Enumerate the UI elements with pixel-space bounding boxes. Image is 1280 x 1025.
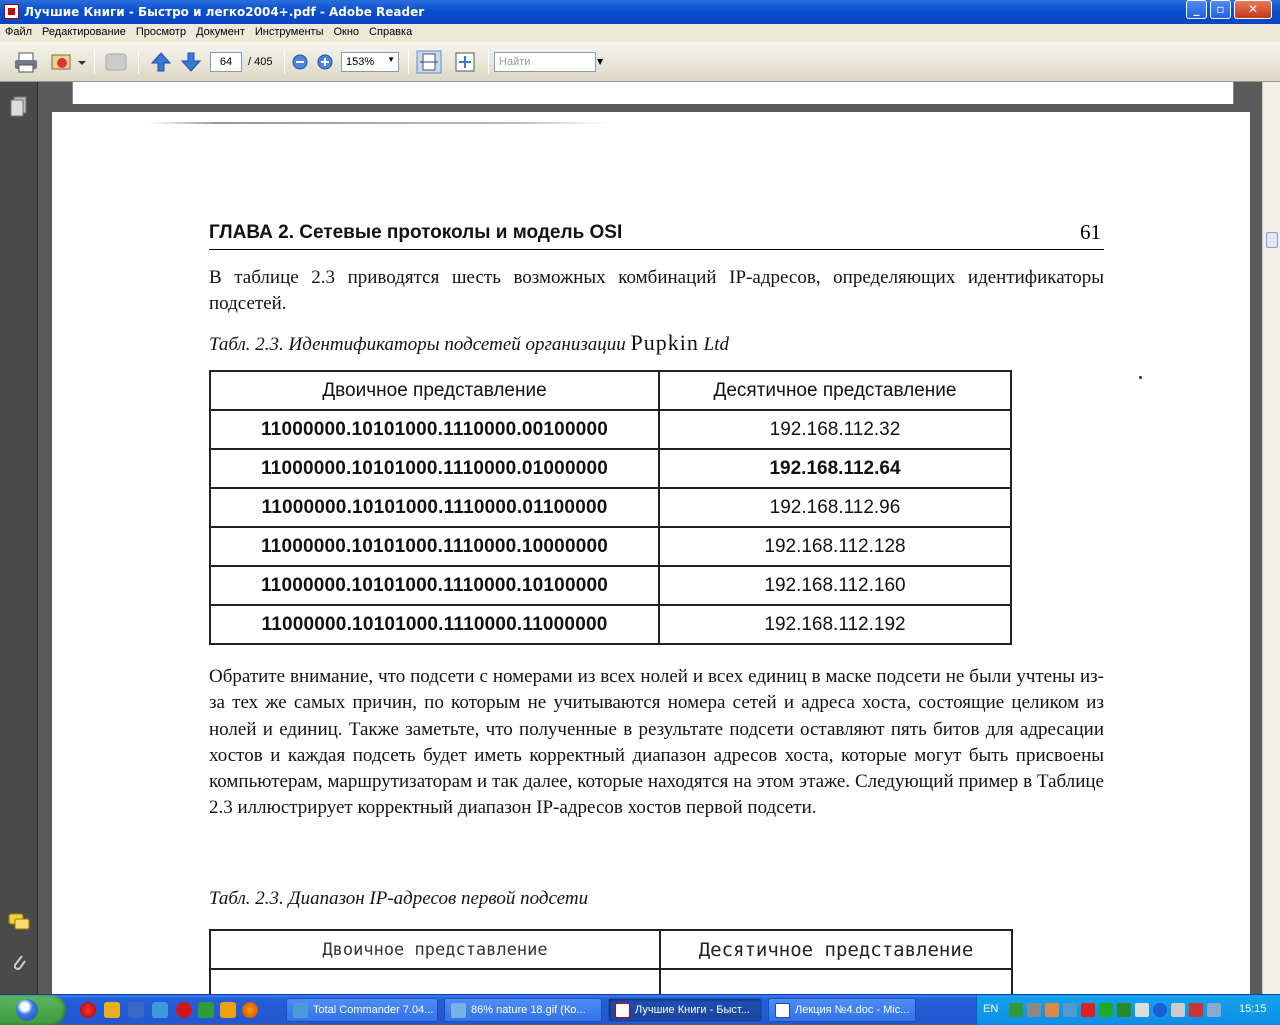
scrollbar-thumb[interactable] bbox=[1266, 232, 1278, 248]
fit-width-icon[interactable] bbox=[416, 50, 442, 74]
close-button[interactable]: ✕ bbox=[1234, 0, 1272, 19]
table-header: Двоичное представление bbox=[210, 371, 659, 410]
email-share-icon[interactable] bbox=[48, 50, 88, 74]
volume-icon[interactable] bbox=[1135, 1003, 1149, 1017]
toolbar bbox=[0, 42, 1280, 82]
chapter-header: ГЛАВА 2. Сетевые протоколы и модель OSI bbox=[209, 222, 623, 243]
navigation-panel bbox=[0, 82, 38, 994]
paragraph-explanation: Обратите внимание, что подсети с номерами из всех нолей и всех единиц в маске подсети не были учтены из-за тех же самых причин, по которым не учитываются номера сетей и адреса хоста, состоящие целиком из нолей и единиц. Также заметьте, что полученные в результате подсети оставляют пять битов для адресации хостов и каждая подсеть будет иметь корректный диапазон адресов хоста, которые могут быть присвоены компьютерам, маршрутизаторам и так далее, которые находятся на этом этаже. Следующий пример в Таблице 2.3 иллюстрирует корректный диапазон IP-адресов хостов первой подсети. bbox=[209, 666, 1104, 819]
binary-cell: 11000000.10101000.1110000.10100000 bbox=[210, 566, 659, 605]
system-tray bbox=[976, 995, 1280, 1025]
table-header: Двоичное представление bbox=[210, 930, 660, 969]
start-button[interactable] bbox=[0, 995, 66, 1025]
binary-cell: 11000000.10101000.1110000.01100000 bbox=[210, 488, 659, 527]
table-row bbox=[210, 527, 1011, 566]
binary-cell: 11000000.10101000.1110000.10000000 bbox=[210, 527, 659, 566]
task-image-viewer[interactable] bbox=[444, 998, 602, 1022]
menu-tools[interactable]: Инструменты bbox=[254, 26, 324, 38]
table-row bbox=[210, 566, 1011, 605]
zoom-value: 153% bbox=[346, 56, 375, 68]
tray-icon[interactable] bbox=[1189, 1003, 1203, 1017]
decimal-cell: 192.168.112.160 bbox=[659, 566, 1011, 605]
table-header-row bbox=[210, 371, 1011, 410]
task-label: Лучшие Книги - Быст... bbox=[635, 1004, 750, 1016]
comments-icon[interactable] bbox=[8, 912, 30, 932]
scan-speck bbox=[1139, 376, 1142, 379]
decimal-cell: 192.168.112.32 bbox=[659, 410, 1011, 449]
decimal-cell: 192.168.112.96 bbox=[659, 488, 1011, 527]
quicklaunch-icon[interactable] bbox=[198, 1002, 214, 1018]
menu-window[interactable]: Окно bbox=[333, 26, 360, 38]
zoom-select[interactable] bbox=[341, 52, 399, 72]
menu-view[interactable]: Просмотр bbox=[135, 26, 187, 38]
zoom-out-icon[interactable] bbox=[290, 50, 310, 74]
print-icon[interactable] bbox=[12, 50, 40, 74]
tray-icon[interactable] bbox=[1063, 1003, 1077, 1017]
paragraph-intro: В таблице 2.3 приводятся шесть возможных комбинаций IP-адресов, определяющих идентификаторы подсетей. bbox=[209, 267, 1104, 315]
page-total: / 405 bbox=[248, 56, 273, 68]
decimal-cell bbox=[660, 969, 1012, 994]
quicklaunch-icon[interactable] bbox=[128, 1002, 144, 1018]
search-input[interactable]: Найти bbox=[494, 52, 596, 72]
app-icon bbox=[293, 1003, 308, 1018]
menu-bar bbox=[0, 24, 1280, 42]
table-header: Десятичное представление bbox=[659, 371, 1011, 410]
tray-icon[interactable] bbox=[1171, 1003, 1185, 1017]
scan-artifact-line bbox=[148, 122, 608, 124]
adobe-reader-icon bbox=[4, 4, 19, 19]
search-options-icon[interactable]: ▼ bbox=[597, 57, 604, 66]
menu-edit[interactable]: Редактирование bbox=[42, 26, 126, 38]
app-icon bbox=[775, 1003, 790, 1018]
full-screen-icon[interactable] bbox=[452, 50, 478, 74]
bluetooth-icon[interactable] bbox=[1153, 1003, 1167, 1017]
vertical-scrollbar[interactable] bbox=[1262, 82, 1280, 994]
caption-text: Диапазон IP-адресов первой подсети bbox=[288, 888, 589, 909]
binary-cell: 11000000.10101000.1110000.01000000 bbox=[210, 449, 659, 488]
running-header bbox=[209, 220, 1104, 250]
decimal-cell: 192.168.112.192 bbox=[659, 605, 1011, 644]
table-row bbox=[210, 449, 1011, 488]
menu-file[interactable]: Файл bbox=[5, 26, 33, 38]
table-header: Десятичное представление bbox=[660, 930, 1012, 969]
pages-icon[interactable] bbox=[10, 96, 28, 118]
chevron-down-icon: ▼ bbox=[387, 55, 395, 64]
quicklaunch-icon[interactable] bbox=[152, 1002, 168, 1018]
language-indicator[interactable]: EN bbox=[983, 1003, 999, 1015]
caption-prefix: Табл. 2.3. bbox=[209, 334, 284, 355]
task-label: Лекция №4.doc - Mic... bbox=[795, 1004, 910, 1016]
table-row bbox=[210, 488, 1011, 527]
clock[interactable]: 15:15 bbox=[1239, 1003, 1267, 1015]
pdf-page bbox=[52, 112, 1250, 994]
previous-page-edge bbox=[72, 82, 1234, 104]
firefox-icon[interactable] bbox=[242, 1002, 258, 1018]
windows-logo-icon bbox=[16, 999, 38, 1021]
binary-cell bbox=[210, 969, 660, 994]
caption-suffix: Ltd bbox=[703, 334, 729, 355]
tray-icon[interactable] bbox=[1009, 1003, 1023, 1017]
previous-page-icon[interactable] bbox=[150, 50, 172, 74]
caption-text: Идентификаторы подсетей организации bbox=[288, 334, 626, 355]
page-number: 61 bbox=[1080, 220, 1101, 244]
title-bar bbox=[0, 0, 1280, 24]
tray-icon[interactable] bbox=[1099, 1003, 1113, 1017]
binary-cell: 11000000.10101000.1110000.00100000 bbox=[210, 410, 659, 449]
task-label: 86% nature 18.gif (Ко... bbox=[471, 1004, 586, 1016]
minimize-button[interactable]: _ bbox=[1186, 0, 1207, 19]
window-title: Лучшие Книги - Быстро и легко2004+.pdf - Adobe Reader bbox=[24, 5, 425, 19]
tray-icon[interactable] bbox=[1027, 1003, 1041, 1017]
quicklaunch-icon[interactable] bbox=[80, 1002, 96, 1018]
table1-caption bbox=[209, 330, 729, 356]
host-range-table bbox=[209, 929, 1013, 994]
network-icon[interactable] bbox=[1207, 1003, 1221, 1017]
app-icon bbox=[615, 1003, 630, 1018]
table-row bbox=[210, 969, 1012, 994]
decimal-cell: 192.168.112.64 bbox=[659, 449, 1011, 488]
caption-company: Pupkin bbox=[630, 330, 699, 355]
page-number-input[interactable]: 64 bbox=[210, 52, 242, 72]
taskbar bbox=[0, 994, 1280, 1024]
table-header-row bbox=[210, 930, 1012, 969]
subnet-table bbox=[209, 370, 1012, 645]
task-adobe-reader[interactable] bbox=[608, 998, 762, 1022]
hand-tool-icon[interactable] bbox=[102, 50, 130, 74]
task-total-commander[interactable] bbox=[286, 998, 438, 1022]
next-page-icon[interactable] bbox=[180, 50, 202, 74]
task-word[interactable] bbox=[768, 998, 916, 1022]
caption-prefix: Табл. 2.3. bbox=[209, 888, 284, 909]
menu-help[interactable]: Справка bbox=[369, 26, 413, 38]
table-row bbox=[210, 410, 1011, 449]
task-label: Total Commander 7.04... bbox=[313, 1004, 434, 1016]
decimal-cell: 192.168.112.128 bbox=[659, 527, 1011, 566]
tray-icon[interactable] bbox=[1081, 1003, 1095, 1017]
table-row bbox=[210, 605, 1011, 644]
quicklaunch-icon[interactable] bbox=[104, 1002, 120, 1018]
table2-caption bbox=[209, 888, 588, 910]
opera-icon[interactable] bbox=[176, 1002, 192, 1018]
zoom-in-icon[interactable] bbox=[315, 50, 335, 74]
tray-icon[interactable] bbox=[1117, 1003, 1131, 1017]
attachments-icon[interactable] bbox=[10, 952, 28, 974]
app-icon bbox=[451, 1003, 466, 1018]
tray-icon[interactable] bbox=[1045, 1003, 1059, 1017]
menu-document[interactable]: Документ bbox=[196, 26, 245, 38]
binary-cell: 11000000.10101000.1110000.11000000 bbox=[210, 605, 659, 644]
quicklaunch-icon[interactable] bbox=[220, 1002, 236, 1018]
maximize-button[interactable]: ▫ bbox=[1210, 0, 1231, 19]
